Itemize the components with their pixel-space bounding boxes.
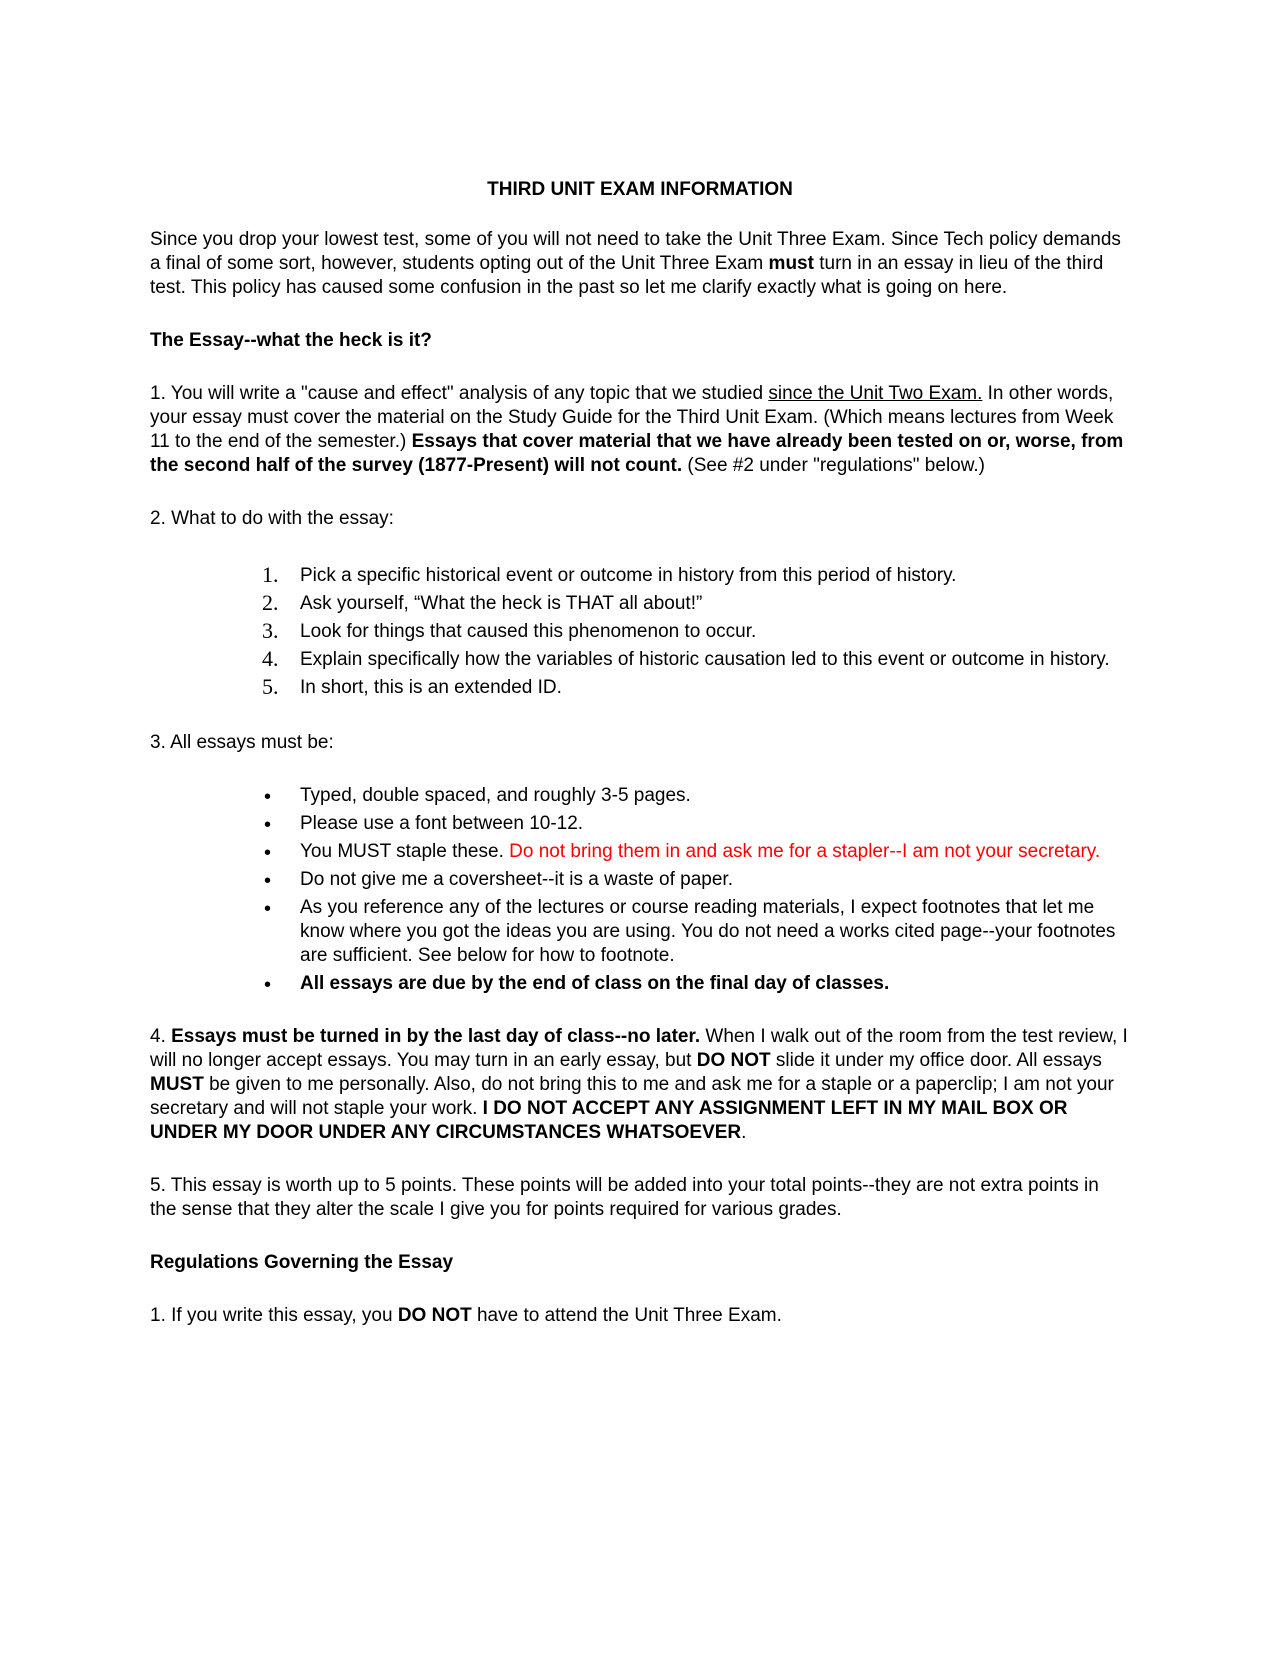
intro-text-1: Since you drop your lowest test, some of you will not need to take the Unit Three Exam. Since Tech policy demands a final of some sort, however, students opting out of the Unit Three Exam [150,229,1121,274]
step-number: 4. [262,646,279,671]
bullet-text: Typed, double spaced, and roughly 3-5 pages. [300,785,691,806]
item-4-bold-4: I DO NOT ACCEPT ANY ASSIGNMENT LEFT IN MY MAIL BOX OR UNDER MY DOOR UNDER ANY CIRCUMSTANCES WHATSOEVER [150,1098,1068,1143]
step-number: 5. [262,674,279,699]
bullet-icon: • [264,842,272,864]
bullet-text-bold: All essays are due by the end of class on the final day of classes. [300,973,890,994]
step-number: 2. [262,590,279,615]
item-1-underline: since the Unit Two Exam. [768,383,983,404]
list-item [264,784,1130,808]
bullet-icon: • [264,870,272,892]
list-item [264,812,1130,836]
reg-1-bold: DO NOT [397,1305,472,1326]
item-1-bold: Essays that cover material that we have already been tested on or, worse, from the second half of the survey (1877-Present) will not count. [150,431,1124,476]
list-item [262,590,1130,616]
reg-1-text-1: 1. If you write this essay, you [150,1305,398,1326]
bullet-icon: • [264,898,272,920]
step-number: 3. [262,618,279,643]
requirements-list [150,784,1130,996]
step-text: Ask yourself, “What the heck is THAT all about!” [300,593,703,614]
regulations-heading: Regulations Governing the Essay [150,1252,454,1273]
bullet-red-warning: Do not bring them in and ask me for a stapler--I am not your secretary. [509,841,1101,862]
item-1-text-3: (See #2 under "regulations" below.) [682,455,986,476]
list-item [264,868,1130,892]
item-4-text-2: slide it under my office door. All essays [770,1050,1102,1071]
list-item [262,618,1130,644]
step-text: Explain specifically how the variables of historic causation led to this event or outcome in history. [300,649,1110,670]
item-3-label: 3. All essays must be: [150,732,334,753]
item-1-text-2: In other words, your essay must cover the material on the Study Guide for the Third Unit Exam. (Which means lectures from Week 11 to the end of the semester.) [150,383,1114,452]
list-item [264,896,1130,968]
list-item [262,646,1130,672]
item-4-text-3: be given to me personally. Also, do not bring this to me and ask me for a staple or a paperclip; I am not your secretary and will not staple your work. [150,1074,1114,1119]
bullet-icon: • [264,974,272,996]
essay-heading: The Essay--what the heck is it? [150,330,432,351]
item-4-paragraph [150,1025,1130,1145]
bullet-text: Please use a font between 10-12. [300,813,584,834]
intro-bold-must: must [768,253,814,274]
regulation-1-paragraph [150,1304,1130,1328]
item-4-text-4: . [741,1122,747,1143]
bullet-text: You MUST staple these. [300,841,510,862]
list-item [262,562,1130,588]
step-text: Look for things that caused this phenomenon to occur. [300,621,757,642]
list-item [264,840,1130,864]
bullet-text: Do not give me a coversheet--it is a waste of paper. [300,869,733,890]
steps-list [150,564,1130,700]
bullet-icon: • [264,786,272,808]
item-1-text-1: 1. You will write a "cause and effect" analysis of any topic that we studied [150,383,769,404]
item-4-bold-1: Essays must be turned in by the last day of class--no later. [171,1026,701,1047]
list-item [262,674,1130,700]
intro-paragraph [150,228,1130,300]
bullet-icon: • [264,814,272,836]
item-4-bold-3: MUST [150,1074,204,1095]
document-page [150,178,1130,1357]
step-text: In short, this is an extended ID. [300,677,562,698]
bullet-text: As you reference any of the lectures or course reading materials, I expect footnotes that let me know where you got the ideas you are using. You do not need a works cited page--your footnotes are sufficient. See below for how to footnote. [300,897,1116,966]
page-title: THIRD UNIT EXAM INFORMATION [487,179,793,200]
item-5-paragraph: 5. This essay is worth up to 5 points. These points will be added into your total points--they are not extra points in the sense that they alter the scale I give you for points required for various grades. [150,1175,1099,1220]
reg-1-text-2: have to attend the Unit Three Exam. [471,1305,782,1326]
item-1-paragraph [150,382,1130,478]
item-4-text-1: When I walk out of the room from the test review, I will no longer accept essays. You may turn in an early essay, but [150,1026,1128,1071]
step-number: 1. [262,562,279,587]
item-2-label: 2. What to do with the essay: [150,508,394,529]
item-4-num: 4. [150,1026,172,1047]
list-item [264,972,1130,996]
step-text: Pick a specific historical event or outcome in history from this period of history. [300,565,957,586]
item-4-bold-2: DO NOT [696,1050,771,1071]
intro-text-2: turn in an essay in lieu of the third test. This policy has caused some confusion in the past so let me clarify exactly what is going on here. [150,253,1104,298]
